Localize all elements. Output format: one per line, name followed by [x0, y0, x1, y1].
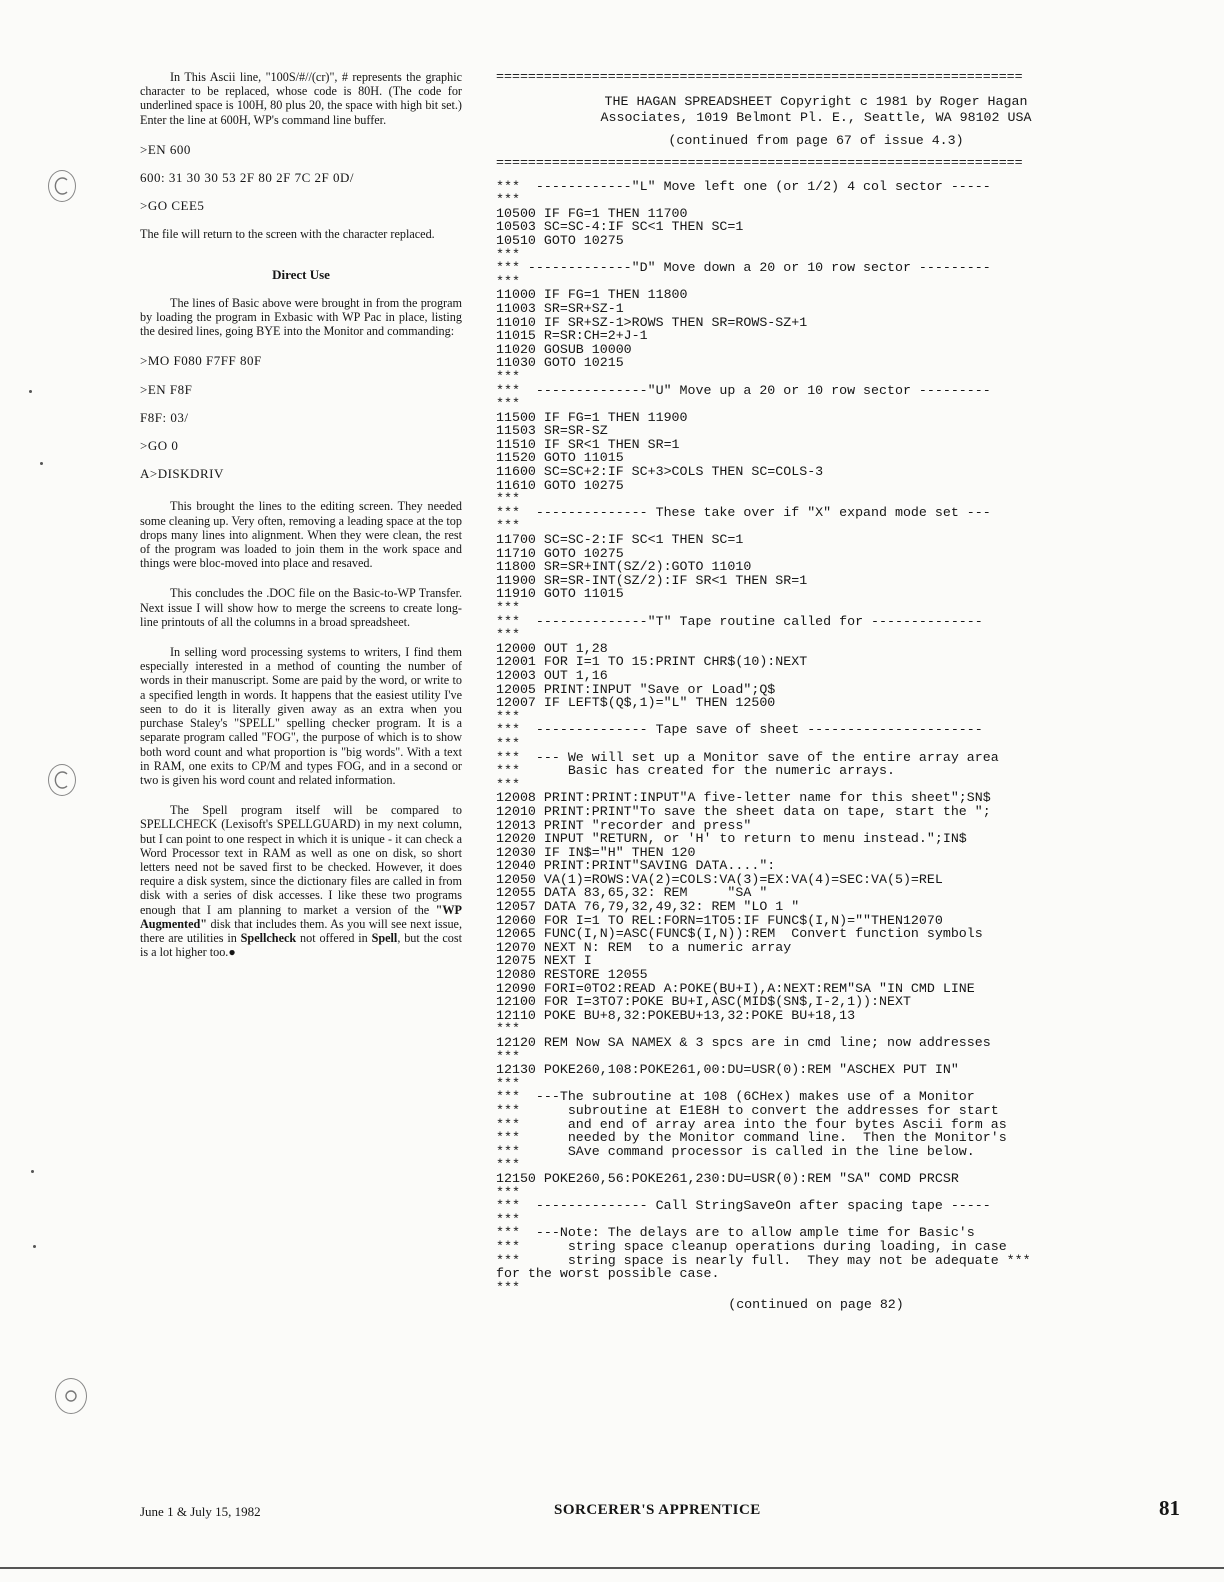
right-column — [496, 70, 1136, 1312]
code-line: 10510 GOTO 10275 — [496, 232, 624, 248]
page-number: 81 — [1159, 1496, 1180, 1520]
continued-from-note: (continued from page 67 of issue 4.3) — [668, 133, 964, 148]
code-line: 12055 DATA 83,65,32: REM "SA " — [496, 885, 768, 901]
code-line: *** — [496, 600, 520, 615]
code-line: 11010 IF SR+SZ-1>ROWS THEN SR=ROWS-SZ+1 — [496, 314, 808, 330]
file-return-paragraph: The file will return to the screen with the character replaced. — [140, 227, 435, 242]
code-line: *** string space is nearly full. They may not be adequate *** — [496, 1252, 1031, 1268]
code-line: *** — [496, 1184, 520, 1200]
code-line: *** — [496, 491, 520, 507]
monitor-command-mo: >MO F080 F7FF 80F — [140, 353, 262, 369]
code-line: 10500 IF FG=1 THEN 11700 — [496, 205, 688, 221]
code-line: *** — [496, 627, 520, 643]
basic-lines-paragraph: The lines of Basic above were brought in from the program by loading the program in Exbasic with WP Pac in place, listing the desired lines, going BYE into the Monitor and commanding: — [140, 295, 462, 339]
code-line: 11510 IF SR<1 THEN SR=1 — [496, 436, 680, 452]
monitor-entry-f8f: F8F: 03/ — [140, 409, 189, 425]
code-line: *** ---The subroutine at 108 (6CHex) makes use of a Monitor — [496, 1089, 975, 1105]
code-line: 11003 SR=SR+SZ-1 — [496, 300, 624, 316]
code-line: 12003 OUT 1,16 — [496, 667, 608, 683]
code-line: 12020 INPUT "RETURN, or 'H' to return to menu instead.";IN$ — [496, 831, 967, 847]
monitor-command-go: >GO CEE5 — [140, 198, 205, 214]
spell-term: Spell — [371, 930, 398, 945]
code-line: 12075 NEXT I — [496, 953, 592, 969]
ascii-line-paragraph: In This Ascii line, "100S/#//(cr)", # represents the graphic character to be replaced, whose code is 80H. (The code for underlined space is 100H, 80 plus 20, the space with high bit set.) Enter the line at 600H, WP's command line buffer. — [140, 70, 462, 127]
code-line: *** — [496, 192, 520, 208]
code-line: 12000 OUT 1,28 — [496, 640, 608, 656]
code-line: *** — [496, 368, 520, 384]
code-line: 11020 GOSUB 10000 — [496, 341, 632, 357]
continued-on-note: (continued on page 82) — [728, 1297, 904, 1313]
code-line: 11900 SR=SR-INT(SZ/2):IF SR<1 THEN SR=1 — [496, 572, 808, 588]
margin-speck — [29, 390, 32, 393]
end-of-article-mark: ● — [228, 945, 236, 960]
code-line: 11910 GOTO 11015 — [496, 586, 624, 602]
code-line: *** — [496, 273, 520, 289]
code-line: 12090 FORI=0TO2:READ A:POKE(BU+I),A:NEXT:REM"SA "IN CMD LINE — [496, 980, 975, 996]
code-line: 11700 SC=SC-2:IF SC<1 THEN SC=1 — [496, 532, 744, 548]
code-line: 11610 GOTO 10275 — [496, 477, 624, 493]
publication-name: SORCERER'S APPRENTICE — [554, 1502, 761, 1518]
code-line: *** ---Note: The delays are to allow ample time for Basic's — [496, 1225, 975, 1241]
code-line: 11015 R=SR:CH=2+J-1 — [496, 328, 648, 344]
spellcheck-term: Spellcheck — [240, 930, 297, 945]
monitor-command-go-0: >GO 0 — [140, 438, 179, 454]
margin-speck — [33, 1245, 36, 1248]
code-line: 11503 SR=SR-SZ — [496, 423, 608, 439]
code-line: 11710 GOTO 10275 — [496, 545, 624, 561]
code-line: *** ------------"L" Move left one (or 1/2) 4 col sector ----- — [496, 178, 991, 194]
code-line: 12040 PRINT:PRINT"SAVING DATA....": — [496, 858, 776, 874]
code-line: 11800 SR=SR+INT(SZ/2):GOTO 11010 — [496, 559, 752, 575]
page-footer — [140, 1496, 1180, 1526]
cpm-command-diskdriv: A>DISKDRIV — [140, 466, 224, 482]
code-line: *** — [496, 1211, 520, 1227]
code-line: 12050 VA(1)=ROWS:VA(2)=COLS:VA(3)=EX:VA(4)=SEC:VA(5)=REL — [496, 871, 943, 887]
code-line: *** SAve command processor is called in the line below. — [496, 1143, 975, 1159]
code-line: *** — [496, 735, 520, 751]
code-line: *** — [496, 1048, 520, 1064]
code-line: *** --- We will set up a Monitor save of the entire array area — [496, 749, 999, 765]
code-line: 12065 FUNC(I,N)=ASC(FUNC$(I,N)):REM Convert function symbols — [496, 926, 983, 942]
code-line: *** --------------"T" Tape routine called for -------------- — [496, 613, 983, 629]
basic-program-listing — [496, 180, 1136, 1295]
address-line: Associates, 1019 Belmont Pl. E., Seattle, WA 98102 USA — [600, 110, 1032, 125]
code-line: *** -------------- These take over if "X" expand mode set --- — [496, 504, 991, 520]
margin-speck — [31, 1170, 34, 1173]
code-line: 12001 FOR I=1 TO 15:PRINT CHR$(10):NEXT — [496, 654, 808, 670]
code-line: 11520 GOTO 11015 — [496, 450, 624, 466]
code-line: *** — [496, 1157, 520, 1173]
code-line: *** -------------- Call StringSaveOn after spacing tape ----- — [496, 1198, 991, 1214]
code-line: *** needed by the Monitor command line. Then the Monitor's — [496, 1130, 1007, 1146]
code-line: 10503 SC=SC-4:IF SC<1 THEN SC=1 — [496, 219, 744, 235]
doc-file-paragraph: This concludes the .DOC file on the Basic-to-WP Transfer. Next issue I will show how to merge the screens to create long-line printouts of all the columns in a broad spreadsheet. — [140, 586, 462, 629]
monitor-entry-600: 600: 31 30 30 53 2F 80 2F 7C 2F 0D/ — [140, 170, 354, 186]
code-line: 11000 IF FG=1 THEN 11800 — [496, 287, 688, 303]
code-line: for the worst possible case. — [496, 1266, 720, 1282]
code-line: 12110 POKE BU+8,32:POKEBU+13,32:POKE BU+18,13 — [496, 1007, 856, 1023]
top-rule: ================================================================== — [496, 70, 1023, 84]
header-bottom-rule: ================================================================== — [496, 155, 1023, 170]
issue-date: June 1 & July 15, 1982 — [140, 1504, 261, 1519]
code-line: 12005 PRINT:INPUT "Save or Load";Q$ — [496, 681, 776, 697]
section-heading-direct-use: Direct Use — [272, 266, 330, 282]
code-line: *** --------------"U" Move up a 20 or 10 row sector --------- — [496, 382, 991, 398]
code-line: 12130 POKE260,108:POKE261,00:DU=USR(0):REM "ASCHEX PUT IN" — [496, 1062, 959, 1078]
code-line: *** — [496, 396, 520, 412]
margin-speck — [40, 462, 43, 465]
code-line: 12013 PRINT "recorder and press" — [496, 817, 752, 833]
code-line: 11500 IF FG=1 THEN 11900 — [496, 409, 688, 425]
word-count-paragraph: In selling word processing systems to writers, I find them especially interested in a method of counting the number of words in their manuscript. Some are paid by the word, or write to a specified length in words. It happens that the easiest utility I've seen to do it is literally given away as an extra when you purchase Staley's "SPELL" spelling checker program. It is a separate program called "FOG", the purpose of which is to show both word count and what proportion is "big words". With a text in RAM, one exits to CP/M and types FOG, and in a second or two is given his word count and related information. — [140, 645, 462, 787]
code-line: 12060 FOR I=1 TO REL:FORN=1TO5:IF FUNC$(I,N)=""THEN12070 — [496, 912, 943, 928]
code-line: 12057 DATA 76,79,32,49,32: REM "LO 1 " — [496, 899, 800, 915]
code-line: 12100 FOR I=3TO7:POKE BU+I,ASC(MID$(SN$,I-2,1)):NEXT — [496, 994, 911, 1010]
code-line: *** — [496, 518, 520, 534]
wp-augmented-term: "WP Augmented" — [140, 902, 462, 931]
code-line: 11600 SC=SC+2:IF SC+3>COLS THEN SC=COLS-3 — [496, 464, 824, 480]
code-line: *** — [496, 1075, 520, 1091]
code-line: 12030 IF IN$="H" THEN 120 — [496, 844, 696, 860]
page-bottom-edge — [0, 1567, 1224, 1569]
code-line: 12008 PRINT:PRINT:INPUT"A five-letter name for this sheet";SN$ — [496, 790, 991, 806]
code-line: *** — [496, 1021, 520, 1037]
code-line: *** -------------- Tape save of sheet ---------------------- — [496, 722, 983, 738]
code-line: *** and end of array area into the four bytes Ascii form as — [496, 1116, 1007, 1132]
listing-header — [496, 94, 1136, 126]
left-column — [140, 70, 462, 975]
code-line: *** — [496, 776, 520, 792]
code-line: 12150 POKE260,56:POKE261,230:DU=USR(0):REM "SA" COMD PRCSR — [496, 1170, 959, 1186]
code-line: *** — [496, 246, 520, 262]
code-line: 12120 REM Now SA NAMEX & 3 spcs are in cmd line; now addresses — [496, 1035, 991, 1050]
code-line: 12010 PRINT:PRINT"To save the sheet data on tape, start the "; — [496, 803, 991, 819]
code-line: 12080 RESTORE 12055 — [496, 967, 648, 983]
code-line: 12070 NEXT N: REM to a numeric array — [496, 939, 792, 955]
code-line: *** subroutine at E1E8H to convert the addresses for start — [496, 1102, 999, 1118]
copyright-registration-mark — [48, 170, 76, 202]
spell-program-paragraph: The Spell program itself will be compared to SPELLCHECK (Lexisoft's SPELLGUARD) in my next column, but I can point to one respect in which it is unique - it can check a Word Processor text in RAM as well as one on disk, so short letters need not be saved first to be checked. However, it does require a disk system, since the dictionary files are called in from disk with a series of disk accesses. I like these two programs enough that I am planning to market a version of the "WP Augmented" disk that includes them. As you will see next issue, there are utilities in Spellcheck not offered in Spell, but the cost is a lot higher too.● — [140, 803, 462, 960]
code-line: *** — [496, 708, 520, 724]
copyright-registration-mark — [55, 1378, 87, 1414]
copyright-line: THE HAGAN SPREADSHEET Copyright c 1981 by Roger Hagan — [604, 94, 1028, 109]
code-line: 11030 GOTO 10215 — [496, 355, 624, 371]
code-line: *** string space cleanup operations during loading, in case — [496, 1238, 1007, 1254]
code-line: *** -------------"D" Move down a 20 or 10 row sector --------- — [496, 260, 991, 276]
monitor-command-en-f8f: >EN F8F — [140, 381, 193, 397]
code-line: *** — [496, 1279, 520, 1295]
monitor-command-en: >EN 600 — [140, 141, 191, 157]
code-line: *** Basic has created for the numeric arrays. — [496, 763, 895, 779]
code-line: 12007 IF LEFT$(Q$,1)="L" THEN 12500 — [496, 695, 776, 711]
copyright-registration-mark — [48, 764, 76, 796]
editing-screen-paragraph: This brought the lines to the editing screen. They needed some cleaning up. Very often, removing a leading space at the top drops many lines into alignment. When they were clean, the rest of the program was loaded to join them in the work space and things were bloc-moved into place and resaved. — [140, 499, 462, 571]
